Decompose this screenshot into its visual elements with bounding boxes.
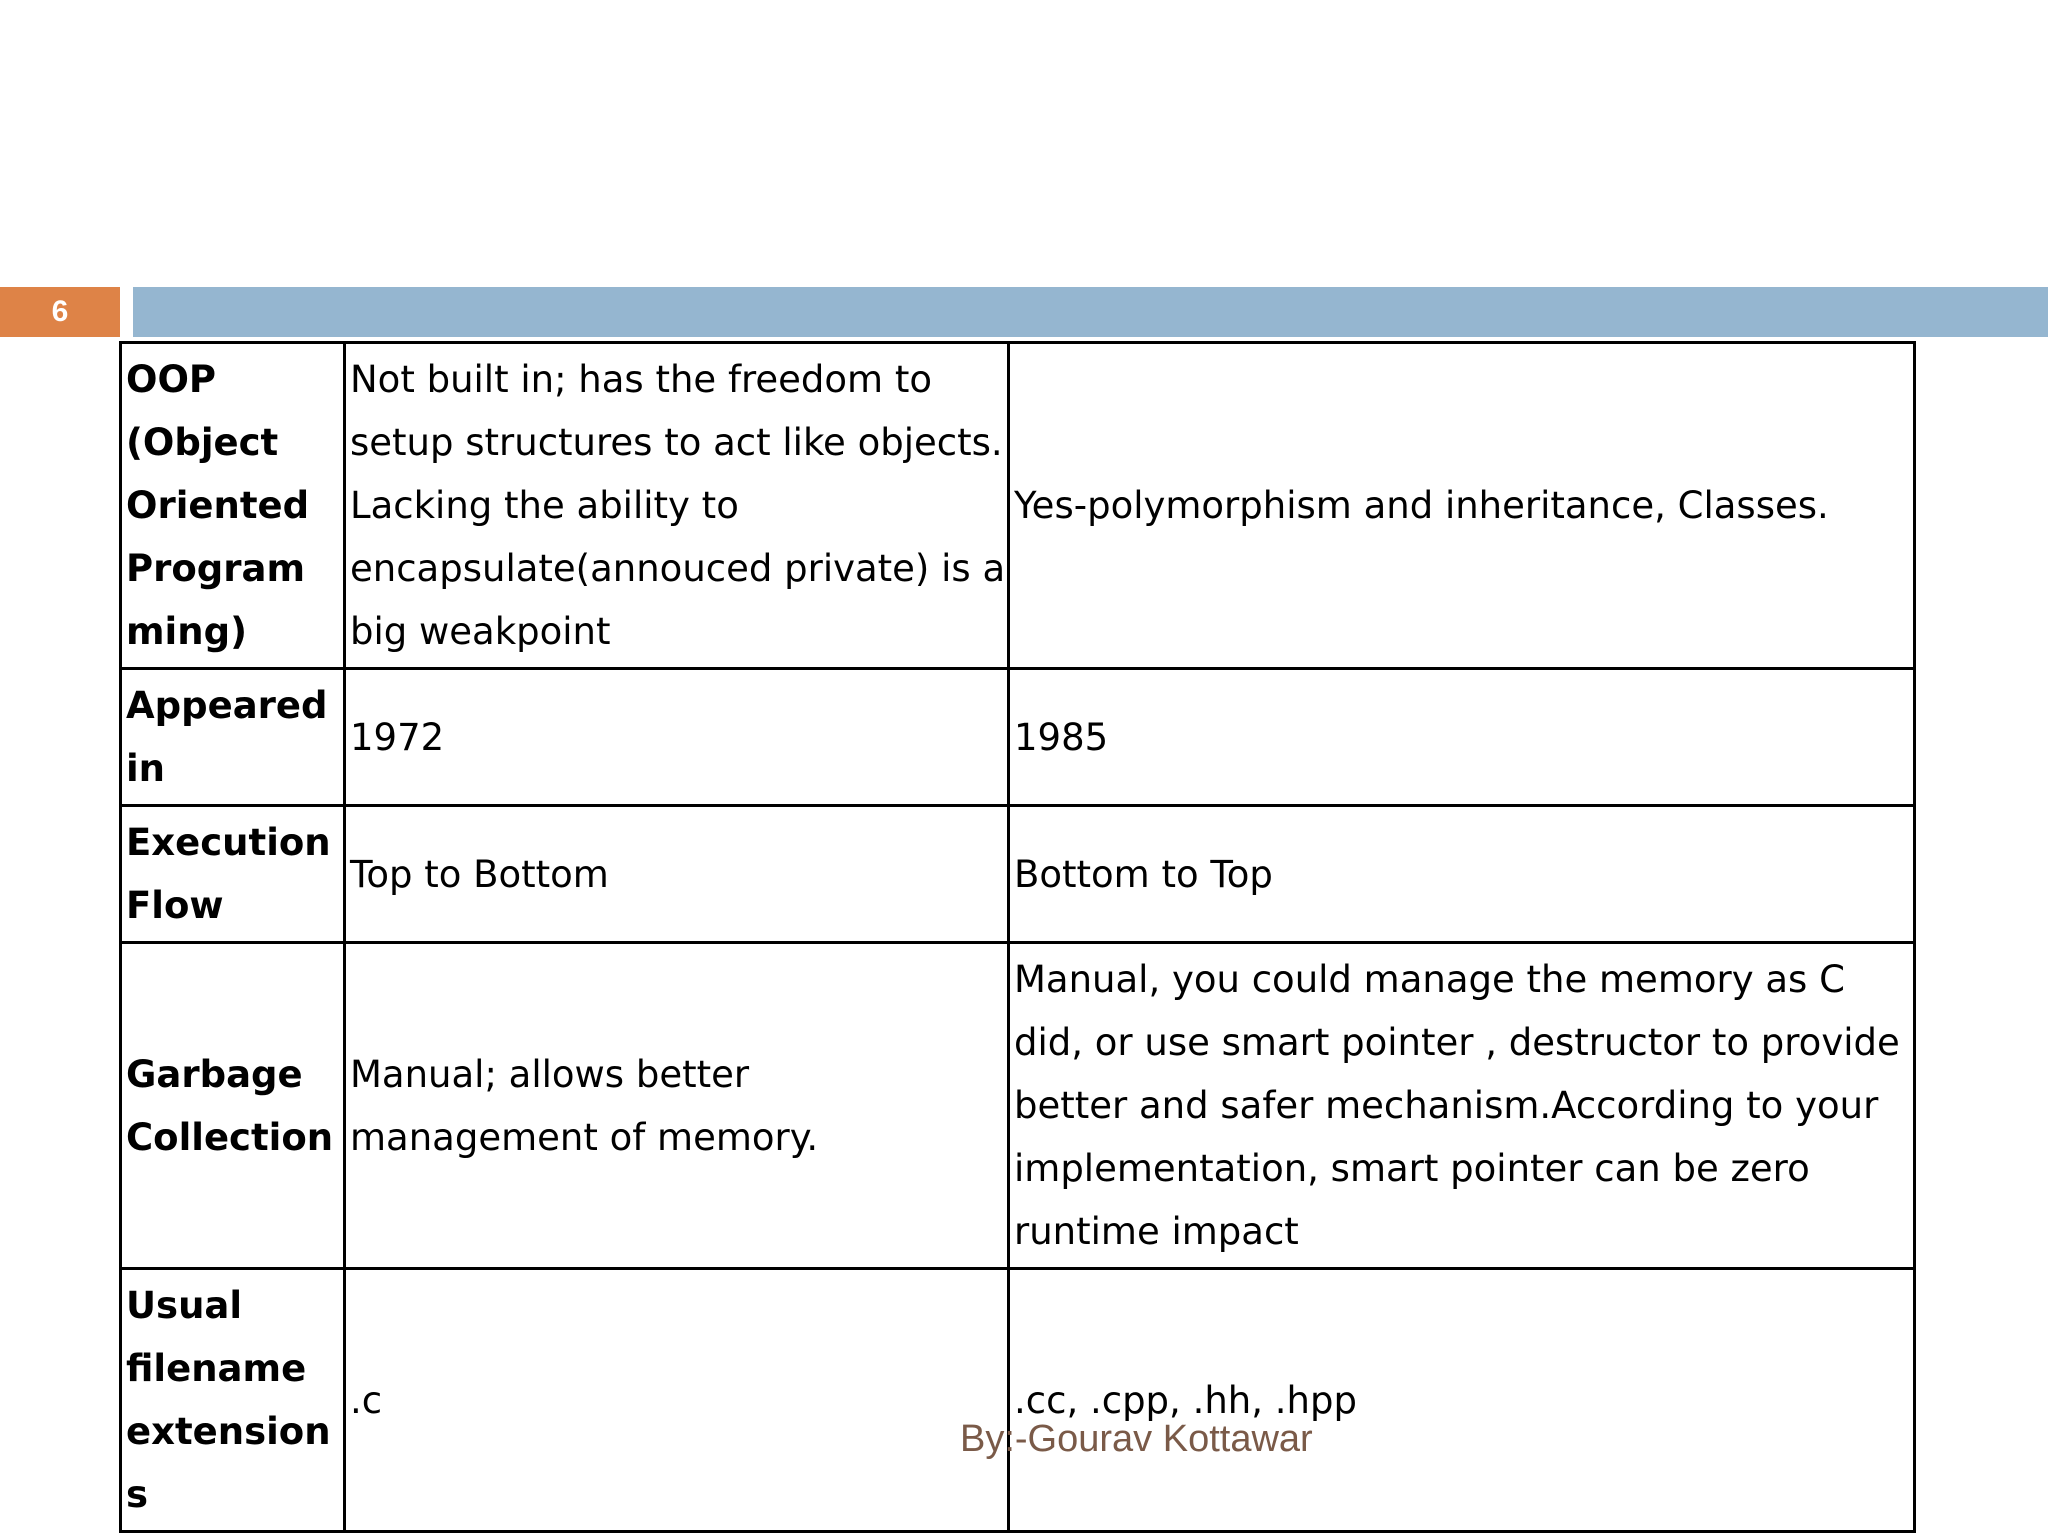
row-header-cell: Execution Flow (121, 806, 345, 943)
c-cell: Not built in; has the freedom to setup structures to act like objects. Lacking the ability to encapsulate(annouced private) is a big weakpoint (345, 343, 1009, 669)
author-credit: By:-Gourav Kottawar (960, 1418, 1313, 1460)
slide-number: 6 (51, 295, 69, 328)
cpp-cell: Manual, you could manage the memory as C did, or use smart pointer , destructor to provide better and safer mechanism.According to your implementation, smart pointer can be zero runtime impact (1009, 943, 1915, 1269)
comparison-table (119, 341, 1916, 1533)
row-header-cell: OOP (Object Oriented Programming) (121, 343, 345, 669)
c-cell: .c (345, 1269, 1009, 1532)
slide-number-badge (0, 287, 120, 337)
table-row (121, 1269, 1915, 1532)
table-row (121, 943, 1915, 1269)
cpp-cell: Bottom to Top (1009, 806, 1915, 943)
c-cell: Top to Bottom (345, 806, 1009, 943)
c-cell: 1972 (345, 669, 1009, 806)
cpp-cell: .cc, .cpp, .hh, .hpp (1009, 1269, 1915, 1532)
table-row (121, 343, 1915, 669)
cpp-cell: Yes-polymorphism and inheritance, Classes. (1009, 343, 1915, 669)
row-header-cell: Garbage Collection (121, 943, 345, 1269)
table-row (121, 806, 1915, 943)
table-row (121, 669, 1915, 806)
row-header-cell: Usual filename extensions (121, 1269, 345, 1532)
c-cell: Manual; allows better management of memory. (345, 943, 1009, 1269)
cpp-cell: 1985 (1009, 669, 1915, 806)
header-bar (133, 287, 2048, 337)
row-header-cell: Appeared in (121, 669, 345, 806)
